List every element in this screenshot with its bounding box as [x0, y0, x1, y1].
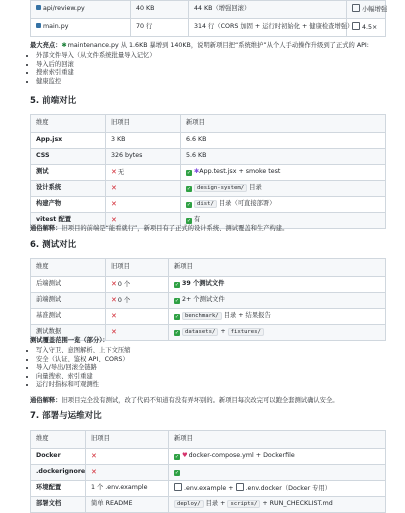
- section-heading: 5. 前端对比: [30, 96, 77, 106]
- file-icon: [174, 483, 182, 491]
- table-row: 前端测试 ✕0 个 ✓ 2+ 个测试文件: [31, 293, 386, 309]
- table-row: vitest 配置 ✕ ✓ 有: [31, 213, 386, 229]
- section-heading: 7. 部署与运维对比: [30, 411, 102, 421]
- top-file-table: [30, 0, 386, 37]
- cross-icon: ✕: [111, 327, 117, 336]
- table-row: CSS 326 bytes 5.6 KB: [31, 149, 386, 165]
- check-icon: ✓: [174, 470, 180, 477]
- table-header-row: 维度 旧项目 新项目: [31, 115, 386, 133]
- list-item: • 写入守卫、意图解析、上下文压缩: [36, 347, 130, 356]
- note-cell: 小幅增强: [347, 1, 386, 19]
- file-cell: api/review.py: [31, 1, 131, 19]
- list-item: • 向量搜索、索引重建: [36, 373, 130, 382]
- table-row: [31, 19, 386, 37]
- note-cell: 4.5×: [347, 19, 386, 37]
- cross-icon: ✕: [111, 167, 117, 176]
- docker-file-icon: ♥: [182, 452, 188, 460]
- sparkle-icon: ✱: [61, 42, 67, 49]
- cross-icon: ✕: [111, 183, 117, 192]
- check-icon: ✓: [186, 186, 192, 193]
- resize-icon: [352, 4, 360, 12]
- check-icon: ✓: [174, 314, 180, 321]
- table-row: Docker ✕ ✓ ♥docker-compose.yml + Dockerfile: [31, 449, 386, 465]
- table-row: 设计系统 ✕ ✓ design-system/ 目录: [31, 181, 386, 197]
- table-row: .dockerignore ✕ ✓: [31, 465, 386, 481]
- section6-note: 通俗解释：旧项目完全没有测试，改了代码不知道有没有弄坏别的。新项目每次改完可以跑全套测试确认安全。: [30, 397, 339, 404]
- jsx-file-icon: ✱: [194, 168, 200, 176]
- cross-icon: ✕: [111, 199, 117, 208]
- cross-icon: ✕: [111, 295, 117, 304]
- table-row: 基准测试 ✕ ✓ benchmark/ 目录 + 结果报告: [31, 309, 386, 325]
- max-feature-list: [26, 52, 156, 86]
- list-item: • 运行时指标和可观测性: [36, 381, 130, 390]
- check-icon: ✓: [174, 298, 180, 305]
- table-row: 部署文档 简单 README deploy/ 目录 + scripts/ + RUN_CHECKLIST.md: [31, 497, 386, 513]
- deploy-compare-table: [30, 430, 386, 513]
- check-icon: ✓: [174, 330, 180, 337]
- coverage-list: [26, 347, 130, 390]
- table-row: 后端测试 ✕0 个 ✓ 39 个测试文件: [31, 277, 386, 293]
- new-cell: 314 行（CORS 加固 + 运行时初始化 + 健康检查增强）: [189, 19, 347, 37]
- list-item: • 健康监控: [36, 78, 156, 87]
- check-icon: ✓: [186, 170, 192, 177]
- new-cell: 44 KB（增强回滚）: [189, 1, 347, 19]
- test-compare-table: [30, 258, 386, 341]
- python-file-icon: [36, 5, 41, 10]
- table-row: 构建产物 ✕ ✓ dist/ 目录（可直接部署）: [31, 197, 386, 213]
- cross-icon: ✕: [91, 467, 97, 476]
- check-icon: ✓: [186, 218, 192, 225]
- file-icon: [236, 483, 244, 491]
- table-header-row: 维度 旧项目 新项目: [31, 259, 386, 277]
- section5-note: 通俗解释：旧项目的前端是“能看就行”，新项目有了正式的设计系统、测试覆盖和生产构建。: [30, 225, 289, 232]
- cross-icon: ✕: [111, 311, 117, 320]
- resize-icon: [352, 22, 360, 30]
- list-item: • 导入/导出/回滚全链路: [36, 364, 130, 373]
- list-item: • 安全（认证、鉴权 API、CORS）: [36, 356, 130, 365]
- python-file-icon: [36, 23, 41, 28]
- table-row: App.jsx 3 KB 6.6 KB: [31, 133, 386, 149]
- check-icon: ✓: [174, 282, 180, 289]
- table-row: [31, 1, 386, 19]
- coverage-title: 测试覆盖范围一览（部分）：: [30, 337, 109, 344]
- file-cell: main.py: [31, 19, 131, 37]
- cross-icon: ✕: [111, 279, 117, 288]
- old-cell: 70 行: [131, 19, 189, 37]
- list-item: • 外部文件导入（从文件系统批量导入记忆）: [36, 52, 156, 61]
- list-item: • 导入后的回滚: [36, 61, 156, 70]
- max-feature-paragraph: 最大亮点：✱maintenance.py 从 1.6KB 暴增到 140KB，说明新项目把“系统维护”从个人手动操作升级到了正式的 API:: [30, 42, 369, 49]
- list-item: • 搜索索引重建: [36, 69, 156, 78]
- table-row: 测试 ✕无 ✓ ✱App.test.jsx + smoke test: [31, 165, 386, 181]
- check-icon: ✓: [174, 454, 180, 461]
- table-row: 测试数据 ✕ ✓ datasets/ + fixtures/: [31, 325, 386, 341]
- old-cell: 40 KB: [131, 1, 189, 19]
- check-icon: ✓: [186, 202, 192, 209]
- frontend-compare-table: [30, 114, 386, 229]
- table-header-row: 维度 旧项目 新项目: [31, 431, 386, 449]
- cross-icon: ✕: [91, 451, 97, 460]
- section-heading: 6. 测试对比: [30, 240, 77, 250]
- table-row: 环境配置 1 个 .env.example .env.example + .env.docker（Docker 专用）: [31, 481, 386, 497]
- cross-icon: ✕: [111, 215, 117, 224]
